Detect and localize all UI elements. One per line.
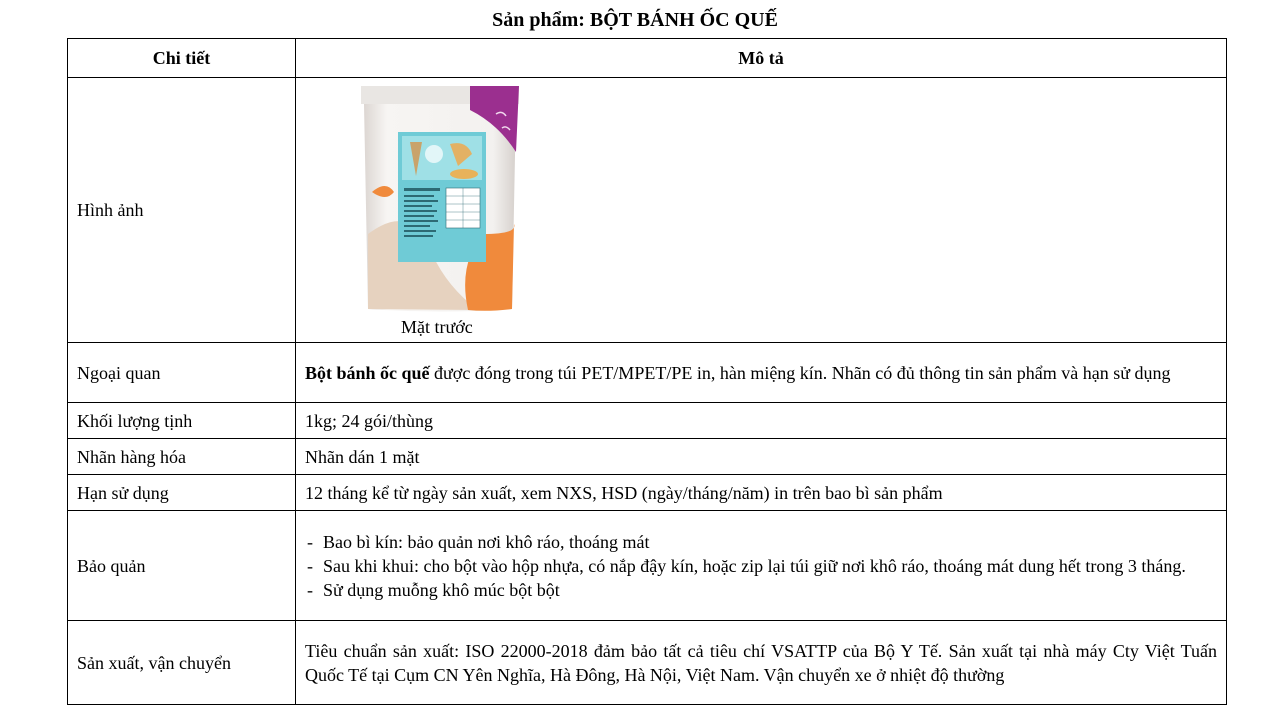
list-item: - Sau khi khui: cho bột vào hộp nhựa, có nắp đậy kín, hoặc zip lại túi giữ nơi khô ráo, thoáng mát dung hết trong 3 tháng.	[305, 554, 1217, 578]
image-caption: Mặt trước	[401, 317, 473, 337]
product-spec-table	[67, 38, 1227, 705]
list-item: - Bao bì kín: bảo quản nơi khô ráo, thoáng mát	[305, 530, 1217, 554]
image-cell	[296, 78, 1227, 343]
bao-quan-list	[305, 530, 1217, 602]
row-value-han-su-dung: 12 tháng kể từ ngày sản xuất, xem NXS, HSD (ngày/tháng/năm) in trên bao bì sản phẩm	[296, 475, 1227, 511]
row-value-nhan-hang: Nhãn dán 1 mặt	[296, 439, 1227, 475]
row-value-bao-quan	[296, 511, 1227, 621]
row-label-hinh-anh: Hình ảnh	[68, 78, 296, 343]
table-row-khoi-luong	[68, 403, 1227, 439]
product-bag-image	[358, 84, 523, 316]
row-label-bao-quan: Bảo quản	[68, 511, 296, 621]
product-name-bold: Bột bánh ốc quế	[305, 362, 430, 383]
table-row-nhan-hang	[68, 439, 1227, 475]
table-row-bao-quan	[68, 511, 1227, 621]
header-chi-tiet: Chi tiết	[68, 39, 296, 78]
table-row-ngoai-quan	[68, 343, 1227, 403]
row-value-san-xuat: Tiêu chuẩn sản xuất: ISO 22000-2018 đảm bảo tất cả tiêu chí VSATTP của Bộ Y Tế. Sản xuất tại nhà máy Cty Việt Tuấn Quốc Tế tại Cụm CN Yên Nghĩa, Hà Đông, Hà Nội, Việt Nam. Vận chuyển xe ở nhiệt độ thường	[296, 621, 1227, 705]
row-label-han-su-dung: Hạn sử dụng	[68, 475, 296, 511]
row-value-ngoai-quan	[296, 343, 1227, 403]
list-item: - Sử dụng muỗng khô múc bột bột	[305, 578, 1217, 602]
row-label-ngoai-quan: Ngoại quan	[68, 343, 296, 403]
ngoai-quan-text: được đóng trong túi PET/MPET/PE in, hàn miệng kín. Nhãn có đủ thông tin sản phẩm và hạn sử dụng	[429, 362, 1171, 383]
page-title: Sản phẩm: BỘT BÁNH ỐC QUẾ	[492, 9, 778, 31]
row-label-nhan-hang: Nhãn hàng hóa	[68, 439, 296, 475]
table-row-han-su-dung	[68, 475, 1227, 511]
row-label-khoi-luong: Khối lượng tịnh	[68, 403, 296, 439]
table-header-row	[68, 39, 1227, 78]
table-row-hinh-anh	[68, 78, 1227, 343]
header-mo-ta: Mô tả	[296, 39, 1227, 78]
row-value-khoi-luong: 1kg; 24 gói/thùng	[296, 403, 1227, 439]
table-row-san-xuat	[68, 621, 1227, 705]
row-label-san-xuat: Sản xuất, vận chuyển	[68, 621, 296, 705]
